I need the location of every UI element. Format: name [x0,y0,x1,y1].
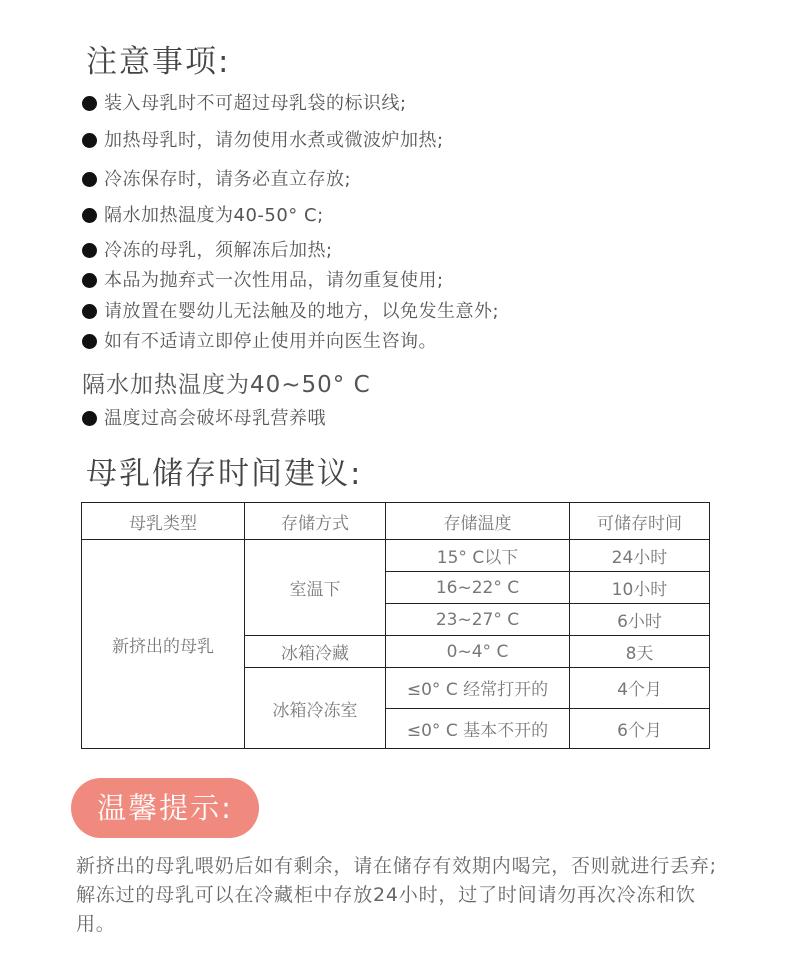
bullet-dot-icon [82,304,97,319]
note-text: 冷冻的母乳，须解冻后加热; [104,240,333,261]
storage-title: 母乳储存时间建议: [86,456,363,492]
note-text: 隔水加热温度为40-50° C; [104,205,324,226]
temp-cell: 15° C以下 [386,540,570,572]
note-item [82,238,333,264]
note-item [82,406,326,432]
time-cell: 24小时 [570,540,710,572]
bullet-dot-icon [82,273,97,288]
bullet-dot-icon [82,172,97,187]
bullet-dot-icon [82,133,97,148]
temp-cell: 0~4° C [386,636,570,668]
note-item [82,203,324,229]
time-cell: 6小时 [570,604,710,636]
method-cell: 冰箱冷藏 [245,636,386,668]
bullet-dot-icon [82,334,97,349]
header-milk-type: 母乳类型 [82,503,245,540]
temp-cell: ≤0° C 经常打开的 [386,668,570,708]
note-text: 装入母乳时不可超过母乳袋的标识线; [104,93,407,114]
bullet-dot-icon [82,411,97,426]
heating-temperature-heading: 隔水加热温度为40~50° C [82,372,371,398]
temp-cell: 23~27° C [386,604,570,636]
time-cell: 4个月 [570,668,710,708]
note-text: 如有不适请立即停止使用并向医生咨询。 [104,331,437,352]
note-text: 温度过高会破坏母乳营养哦 [104,408,326,429]
tips-label-badge: 温馨提示: [71,778,259,838]
header-storage-temp: 存储温度 [386,503,570,540]
bullet-dot-icon [82,208,97,223]
note-text: 请放置在婴幼儿无法触及的地方，以免发生意外; [104,301,500,322]
header-storage-time: 可储存时间 [570,503,710,540]
tips-text: 新挤出的母乳喂奶后如有剩余，请在储存有效期内喝完，否则就进行丢弃; 解冻过的母乳可以在冷藏柜中存放24小时，过了时间请勿再次冷冻和饮用。 [76,855,717,935]
storage-table [81,502,710,749]
bullet-dot-icon [82,243,97,258]
header-storage-method: 存储方式 [245,503,386,540]
note-text: 加热母乳时，请勿使用水煮或微波炉加热; [104,130,444,151]
note-text: 本品为抛弃式一次性用品，请勿重复使用; [104,270,444,291]
notes-title: 注意事项: [86,44,231,80]
milk-type-cell: 新挤出的母乳 [82,540,245,749]
table-row [82,540,710,572]
temp-cell: 16~22° C [386,572,570,604]
note-item [82,167,351,193]
note-item [82,268,444,294]
note-item [82,329,437,355]
temp-cell: ≤0° C 基本不开的 [386,708,570,748]
time-cell: 10小时 [570,572,710,604]
time-cell: 6个月 [570,708,710,748]
method-cell: 冰箱冷冻室 [245,668,386,749]
note-item [82,299,499,325]
method-cell: 室温下 [245,540,386,636]
bullet-dot-icon [82,96,97,111]
time-cell: 8天 [570,636,710,668]
note-text: 冷冻保存时，请务必直立存放; [104,169,352,190]
note-item [82,91,407,117]
table-header-row [82,503,710,540]
note-item [82,128,444,154]
